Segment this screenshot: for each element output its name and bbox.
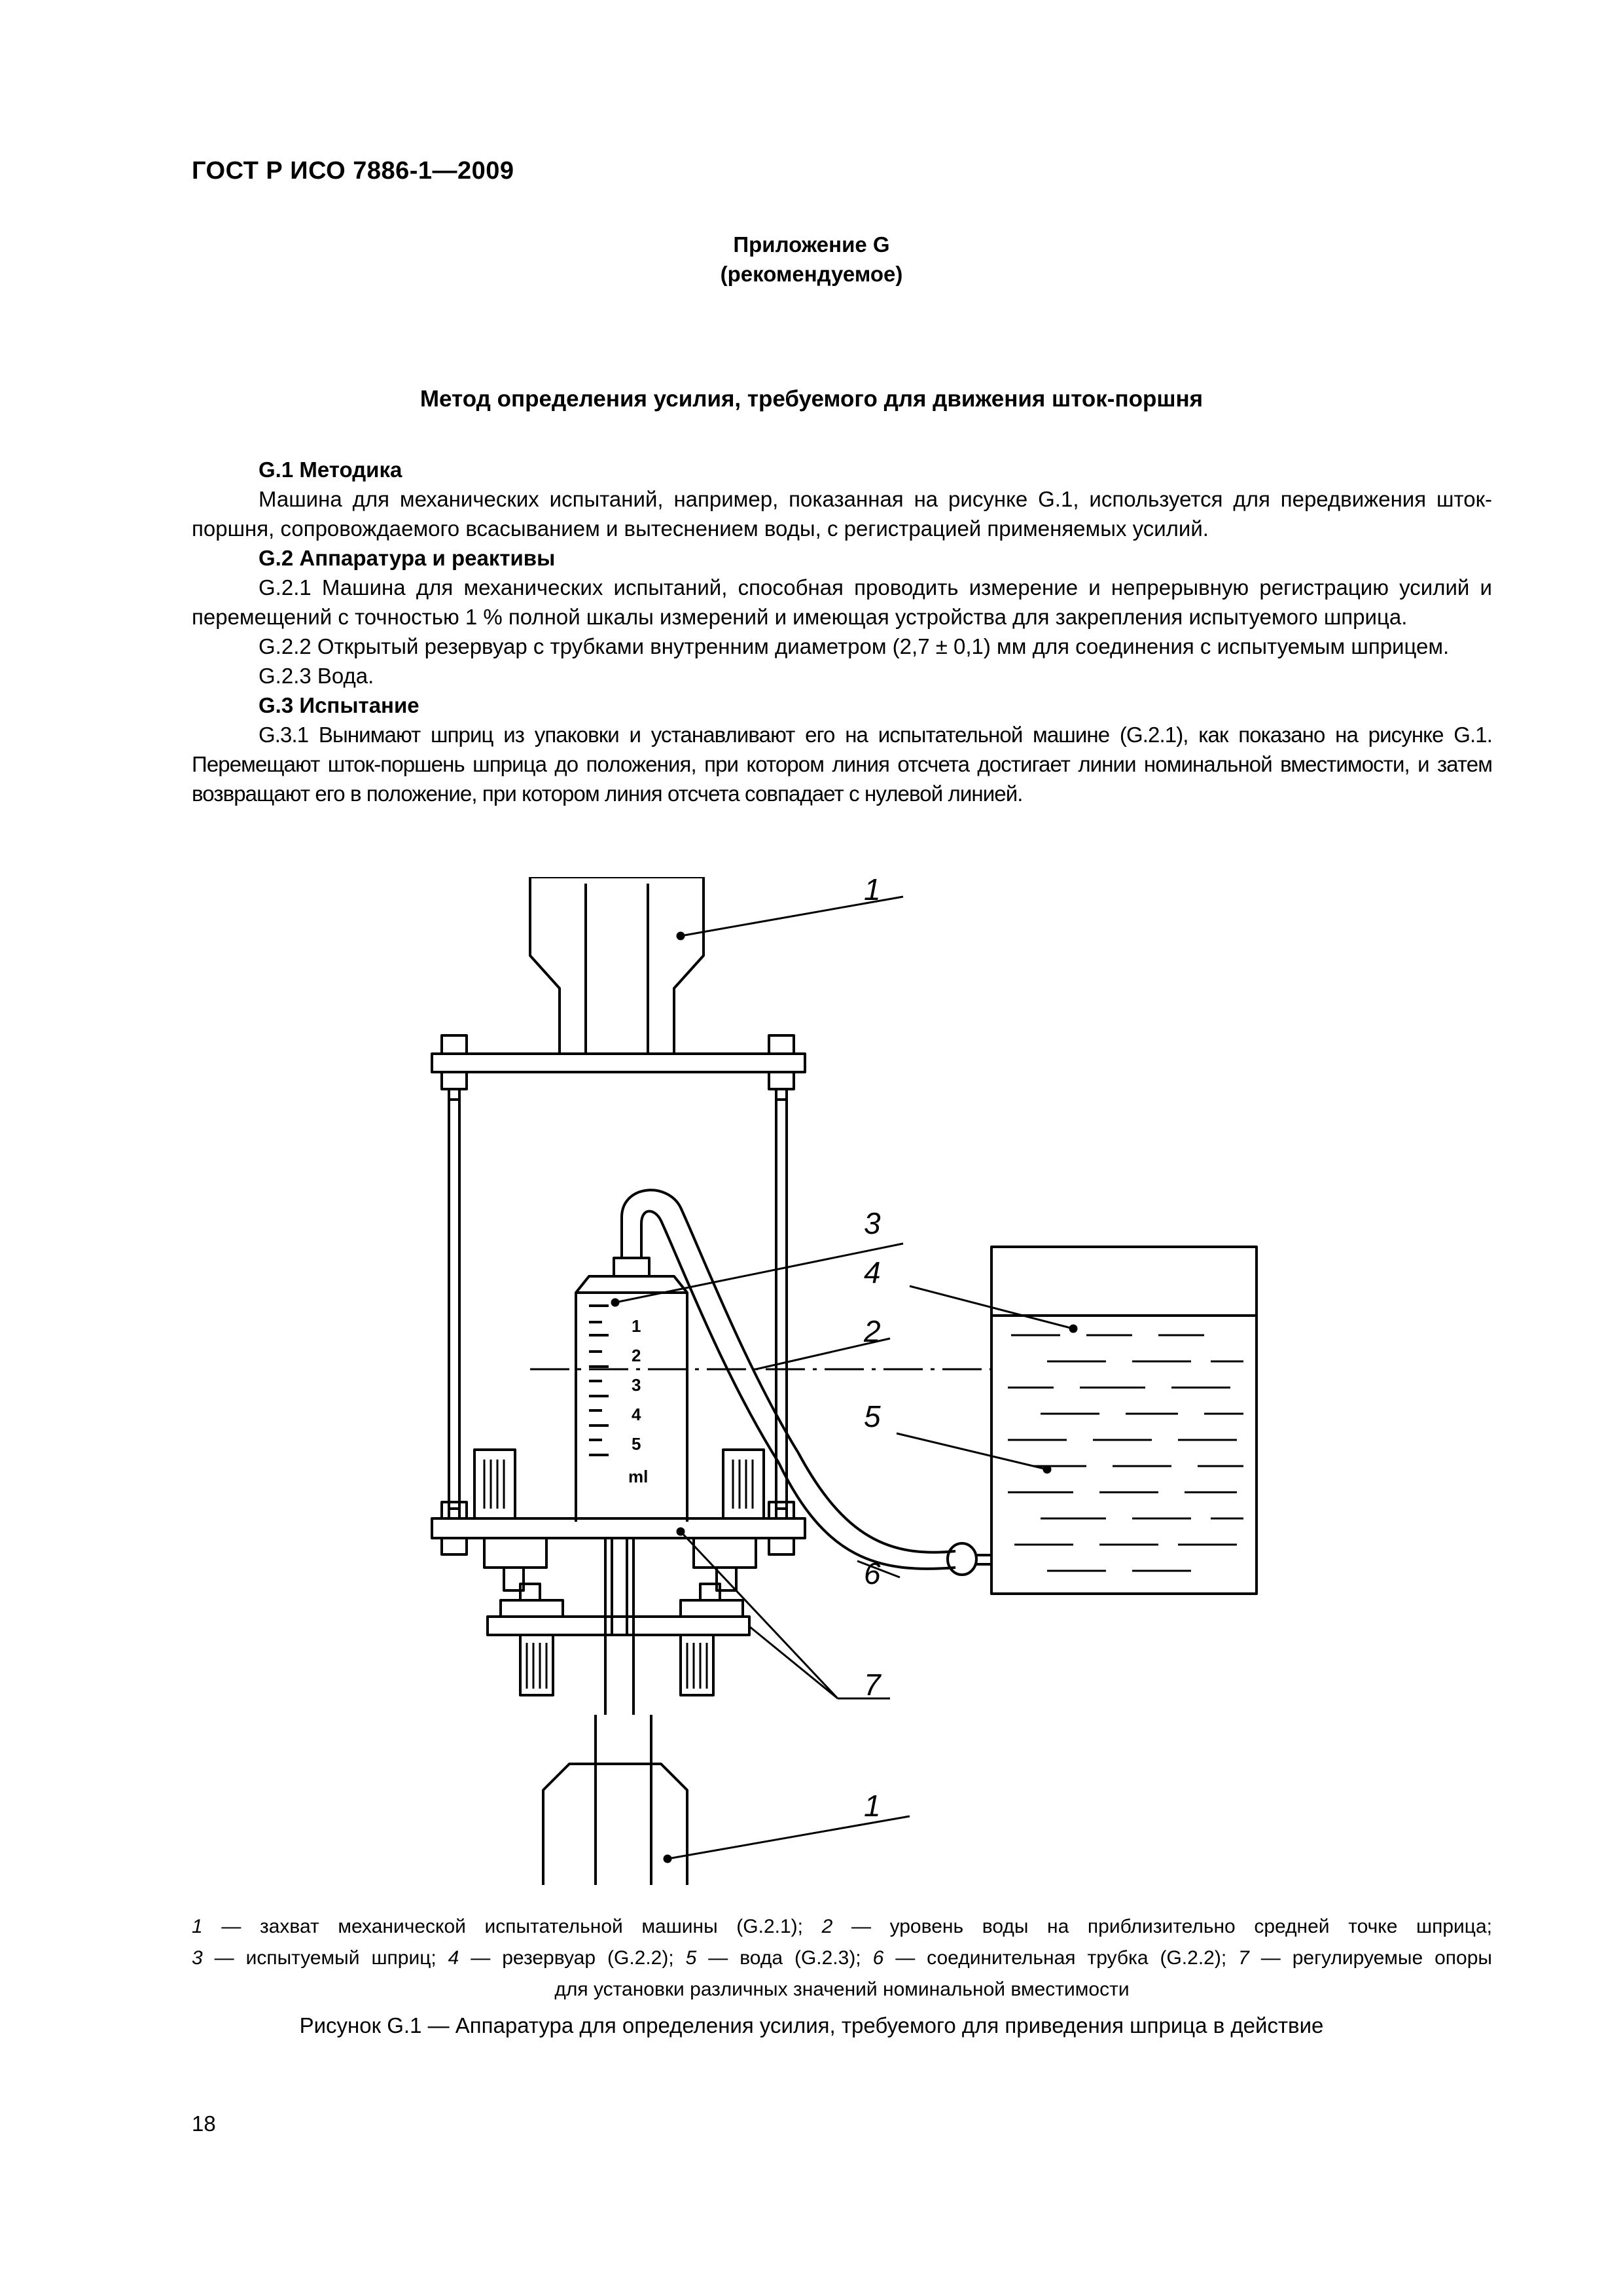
legend-text: — соединительная трубка (G.2.2); xyxy=(883,1947,1239,1969)
figure-g1-apparatus xyxy=(393,877,1309,1885)
callout-1-bottom: 1 xyxy=(864,1789,881,1823)
connecting-hose xyxy=(622,1190,798,1453)
mounting-plate xyxy=(432,1518,805,1538)
callout-5: 5 xyxy=(864,1399,881,1433)
adjustable-support-left xyxy=(474,1450,515,1518)
legend-text: — резервуар (G.2.2); xyxy=(459,1947,686,1969)
water-hatching xyxy=(1008,1335,1243,1571)
adjustable-support-right xyxy=(723,1450,764,1518)
legend-line-2 xyxy=(192,1943,1492,1974)
paragraph-g2-2: G.2.2 Открытый резервуар с трубками внутренним диаметром (2,7 ± 0,1) мм для соединения с испытуемым шприцем. xyxy=(259,634,1450,658)
scale-label: 3 xyxy=(632,1375,641,1395)
scale-unit: ml xyxy=(628,1467,649,1486)
legend-number: 3 xyxy=(192,1947,203,1969)
legend-number: 2 xyxy=(821,1916,833,1937)
apparatus-drawing xyxy=(393,877,1309,1885)
section-heading-g3: G.3 Испытание xyxy=(259,693,419,717)
paragraph-g2-1: G.2.1 Машина для механических испытаний, способная проводить измерение и непрерывную регистрацию усилий и перемещений с точностью 1 % полной шкалы измерений и имеющая устройства для закрепления испытуемого шприца. xyxy=(192,575,1492,629)
callout-7: 7 xyxy=(864,1668,881,1702)
top-crossbar xyxy=(432,1054,805,1072)
figure-legend xyxy=(192,1911,1492,2005)
scale-label: 5 xyxy=(632,1434,641,1454)
scale-label: 1 xyxy=(632,1316,641,1336)
syringe-scale-labels xyxy=(628,1316,648,1486)
legend-number: 1 xyxy=(192,1916,203,1937)
paragraph-g1: Машина для механических испытаний, например, показанная на рисунке G.1, используется для передвижения шток-поршня, сопровождаемого всасыванием и вытеснением воды, с регистрацией применяемых усилий. xyxy=(192,487,1492,541)
legend-line-1 xyxy=(192,1911,1492,1943)
standard-designation: ГОСТ Р ИСО 7886-1—2009 xyxy=(192,157,514,185)
callout-4: 4 xyxy=(864,1255,881,1289)
scale-label: 2 xyxy=(632,1346,641,1365)
legend-line-3: для установки различных значений номинальной вместимости xyxy=(554,1979,1130,2000)
annex-title: Приложение G xyxy=(733,232,890,257)
reservoir xyxy=(991,1247,1257,1594)
callout-3: 3 xyxy=(864,1206,881,1240)
legend-number: 6 xyxy=(872,1947,884,1969)
legend-number: 4 xyxy=(448,1947,459,1969)
legend-text: — уровень воды на приблизительно средней точке шприца; xyxy=(832,1916,1492,1937)
upper-grip xyxy=(530,877,704,1054)
page-number: 18 xyxy=(192,2111,216,2136)
legend-text: — вода (G.2.3); xyxy=(696,1947,873,1969)
callout-2: 2 xyxy=(864,1314,881,1348)
legend-text: — испытуемый шприц; xyxy=(202,1947,448,1969)
section-heading-g2: G.2 Аппаратура и реактивы xyxy=(259,546,556,570)
paragraph-g2-3: G.2.3 Вода. xyxy=(259,664,374,688)
callout-1-top: 1 xyxy=(864,877,881,906)
lower-crossbar xyxy=(488,1617,749,1635)
lower-grip xyxy=(543,1764,687,1885)
body-text xyxy=(192,455,1492,808)
legend-text: — регулируемые опоры xyxy=(1249,1947,1492,1969)
annex-status: (рекомендуемое) xyxy=(720,262,903,286)
callout-6: 6 xyxy=(864,1556,881,1590)
syringe-scale xyxy=(589,1306,609,1455)
section-heading-g1: G.1 Методика xyxy=(259,457,402,482)
legend-number: 5 xyxy=(685,1947,697,1969)
paragraph-g3-1: G.3.1 Вынимают шприц из упаковки и устанавливают его на испытательной машине (G.2.1), как показано на рисунке G.1. Перемещают шток-поршень шприца до положения, при котором линия отсчета достигает линии номинальной вместимости, и затем возвращают его в положение, при котором линия отсчета совпадает с нулевой линией. xyxy=(192,723,1492,806)
legend-text: — захват механической испытательной машины (G.2.1); xyxy=(202,1916,822,1937)
figure-caption: Рисунок G.1 — Аппаратура для определения усилия, требуемого для приведения шприца в действие xyxy=(299,2013,1324,2037)
legend-number: 7 xyxy=(1238,1947,1249,1969)
page-title: Метод определения усилия, требуемого для движения шток-поршня xyxy=(419,386,1204,412)
scale-label: 4 xyxy=(632,1405,641,1424)
